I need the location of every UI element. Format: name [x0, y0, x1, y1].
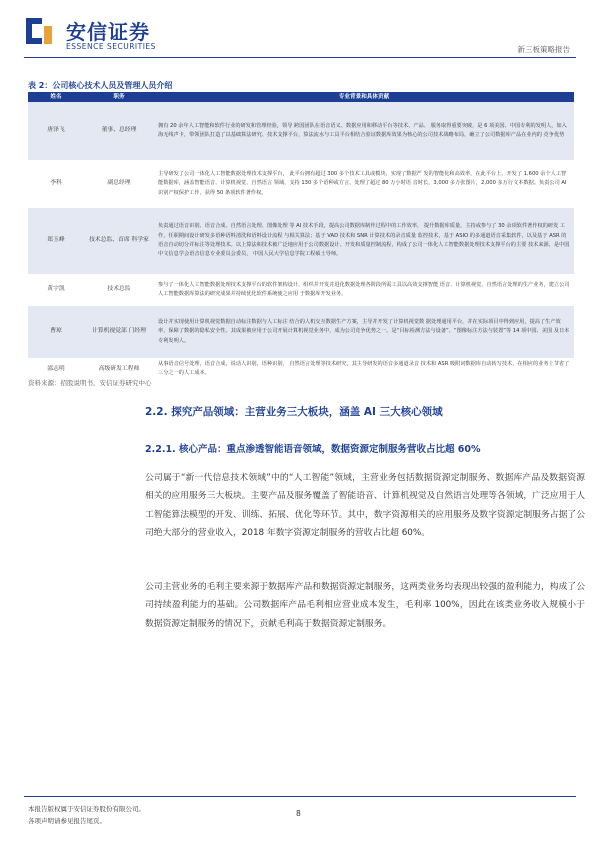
section-heading: 2.2. 探究产品领域：主营业务三大板块，涵盖 AI 三大核心领域	[145, 406, 443, 418]
person-background: 参与了一体化人工智能数据处理技术支撑平台的软件架构设计，组织并开发并进化数据处理各阶段所需工具以高效支撑智能 语音、计算机视觉、自然语言处理的生产业务，建立公司人工智能数据库算法的研究成果并持续优化软件系统使之应用 于数据库开发业务。	[158, 281, 570, 297]
person-background: 从事语音信号处理，语音合成，说话人识别，语种识别， 自然语言处理等技术研究，其主导研发的语音多通道录音 技术和 ASR 吸附词数据库自动转写技术，在相应的业务上节省了三分之一的人工成本。	[158, 361, 570, 377]
table-row	[28, 160, 574, 208]
table-header-row	[28, 92, 574, 102]
table-row	[28, 306, 574, 358]
table-title: 表 2：公司核心技术人员及管理人员介绍	[28, 81, 173, 90]
person-background: 拥有 20 余年人工智能和软件行业的研发和管理经验，领导 跨国团队在语音语义、数据应用和移动平台等技术、产品、 服务取得重要突破，是 6 项美国、中国专利的发明人，如入海无线声卡，带领团队打造了以基础算法研究、技术支撑平台，算法流水与工具平台相结合验证数据库效果为核心的公司技术战略布局，确立了公司数据库产品在业内的 竞争优势	[154, 102, 574, 160]
essence-logo-icon	[24, 16, 54, 46]
person-background: 负责通过语音识别、语音合成、自然语言处理、图像处理 等 AI 技术手段，提高公司数据库制作过程中的工作效率， 提升数据库质量，主持或参与了 30 余项软件著作权的研发 工作，任职期间设计研发多语种语料清洗和语料设计流程 与相关算法；基于 VAD 技术和 SNR 计算技术的录音质量 监控技术，基于 ASIO 的多通道语音采集软件，以及基于 ASR 的语音自动切分并标注等处理技术。以上算法和技术被广泛地应用于公司数据设计、开发和质量控制流程，构成了公司一体化人工智能数据处理技术支撑平台的主要 技术来源，是中国中文信息学会语音信息专业委员会委员， 中国人民大学信息学院工程硕士导师。	[154, 208, 574, 274]
person-name: 黄宇凯	[47, 286, 65, 293]
company-name-en: ESSENCE SECURITIES	[66, 42, 156, 51]
person-background: 主导研发了公司一体化人工智能数据处理技术支撑平台， 此平台拥有超过 300 多个技术工具或模块，实现了数据严 发的智能化和高效率，在此平台上，开发了 1,600 余个人工智能数据库，涵盖智能语音、计算机视觉、自然语言 领域，支持 130 多个语种或方言，处理了超过 80 万小时语 音时长，3,000 多万张图片，2,000 多万行文本数据。负责公司 AI 识别产权保护工作，获得 50 条项软件著作权。	[158, 170, 567, 196]
report-type: 新三板策略报告	[517, 45, 570, 54]
header-divider	[24, 57, 576, 58]
table-row	[28, 102, 574, 160]
person-title: 计算机视觉部 门经理	[84, 306, 154, 358]
page-number: 8	[296, 809, 301, 818]
person-name: 邵志明	[47, 365, 65, 372]
table-row	[28, 208, 574, 274]
table-row	[28, 274, 574, 306]
person-title: 高级研发工程师	[98, 365, 140, 372]
table-source: 资料来源：招股说明书，安信证券研究中心	[28, 379, 152, 387]
body-paragraph-2: 公司主营业务的毛利主要来源于数据库产品和数据资源定制服务，这两类业务均表现出较强的盈利能力，构成了公司持续盈利能力的基础。公司数据库产品毛利相应营业成本发生，毛利率 100%，因此在该类业务收入规模小于数据资源定制服务的情况下，贡献毛利高于数据资源定制服务。	[145, 582, 585, 629]
person-name: 唐泽飞	[28, 102, 84, 160]
footer-divider	[24, 796, 576, 797]
person-title: 技术总监	[107, 286, 131, 293]
subsection-heading: 2.2.1. 核心产品：重点渗透智能语音领域，数据资源定制服务营收占比超 60%	[145, 444, 481, 455]
footer-statement: 各项声明请参见报告尾页。	[28, 817, 106, 825]
person-title: 技术总监、首席 科学家	[84, 208, 154, 274]
company-name-cn: 安信证券	[66, 20, 150, 44]
person-title: 董事、总经理	[84, 102, 154, 160]
footer-copyright: 本报告版权属于安信证券股份有限公司。	[28, 805, 145, 813]
management-table	[28, 92, 574, 381]
page-header	[0, 0, 600, 60]
person-title: 副总经理	[107, 180, 131, 187]
person-background: 设计并实现使用计算机视觉数据自动标注数据与人工标注 结合的人机交互数据生产方案，主导并开发了计算机视觉数 据处理通用平台，并在实际项目中得到应用，提高了生产效率，保障了数据的隐私安全性。其成果被应用于公司开展计算机视觉业务中，成为公司竞争优势之一。是“目标检测方法与设备”、“图像标注方法与装置”等 14 项中国、美国 及日本专利发明人。	[154, 306, 574, 358]
person-name: 李科	[50, 180, 62, 187]
body-paragraph-1: 公司属于“新一代信息技术领域”中的“人工智能”领域，主营业务包括数据资源定制服务、数据库产品及数据资源相关的应用服务三大板块。主要产品及服务覆盖了智能语音、计算机视觉及自然语言处理等各领域，广泛应用于人工智能算法模型的开发、训练、拓展、优化等环节。其中，数字资源相关的应用服务及数字资源定制服务占据了公司绝大部分的营业收入，2018 年数字资源定制服务的营收占比超 60%。	[145, 473, 585, 539]
column-header-name: 姓名	[28, 92, 84, 102]
column-header-background: 专业背景和具体贡献	[154, 92, 574, 102]
footer-disclaimer	[28, 803, 145, 827]
person-name: 曹琼	[28, 306, 84, 358]
person-name: 郑玉峰	[28, 208, 84, 274]
column-header-title: 职务	[84, 92, 154, 102]
